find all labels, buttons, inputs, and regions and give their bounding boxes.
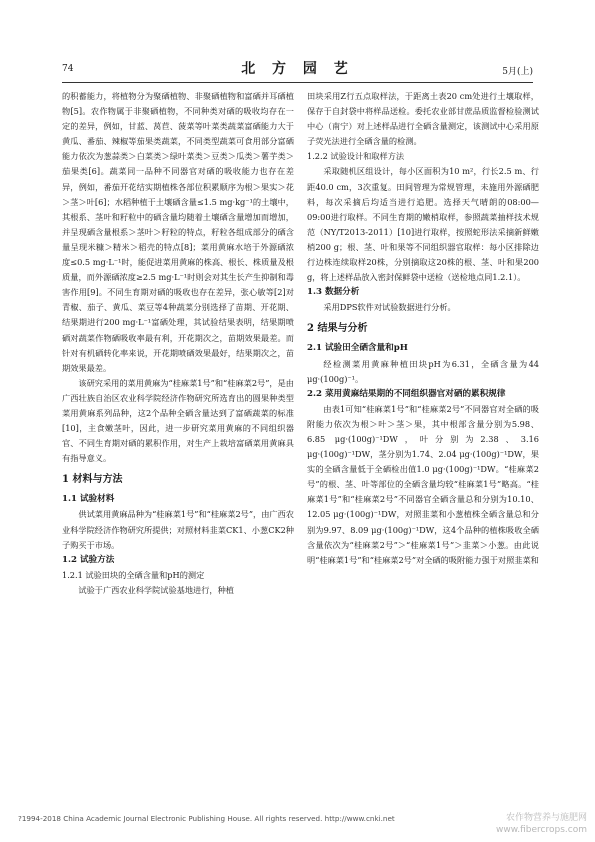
paragraph: 采用DPS软件对试验数据进行分析。 [323, 302, 456, 313]
right-column [307, 89, 539, 568]
watermark-site-name: 农作物营养与施肥网 [505, 813, 587, 823]
section-heading: 1 材料与方法 [62, 474, 123, 486]
page-number: 74 [62, 64, 74, 74]
copyright-footer: ?1994-2018 China Academic Journal Electronic Publishing House. All rights reserved. http://www.cnki.net [18, 814, 395, 823]
left-column [62, 89, 294, 598]
issue-label: 5月(上) [502, 67, 533, 77]
subsection-heading: 2.2 菜用黄麻结果期的不同组织器官对硒的累积规律 [307, 388, 506, 399]
site-watermark [496, 812, 587, 836]
section-heading: 2 结果与分析 [307, 323, 368, 335]
subsection-heading: 1.1 试验材料 [62, 494, 115, 505]
subsubsection-heading: 1.2.2 试验设计和取样方法 [307, 151, 405, 162]
subsection-heading: 2.1 试验田全硒含量和pH [307, 343, 408, 354]
paragraph: 该研究采用的菜用黄麻为“桂麻菜1号”和“桂麻菜2号”，是由广西壮族自治区农业科学院经济作物研究所选育出的圆果种类型菜用黄麻系列品种，这2个品种全硒含量达到了富硒蔬菜的标准[10]，主食嫩茎叶，因此，进一步研究菜用黄麻的不同组织器官、不同生育期对硒的累积作用，对生产上栽培富硒菜用黄麻具有指导意义。 [62, 377, 294, 464]
paragraph: 试验于广西农业科学院试验基地进行，种植 [78, 584, 234, 595]
subsubsection-heading: 1.2.1 试验田块的全硒含量和pH的测定 [62, 569, 205, 580]
watermark-url: www.fibercrops.com [496, 825, 587, 835]
journal-title: 北 方 园 艺 [241, 61, 354, 77]
paragraph: 的积蓄能力，将植物分为聚硒植物、非聚硒植物和富硒并耳硒植物[5]。农作物属于非聚硒植物，不同种类对硒的吸收均存在一定的差异，例如，甘蓝、莴苣、菠菜等叶菜类蔬菜富硒能力大于黄瓜、番茄、辣椒等茄果类蔬菜，不同类型蔬菜可食用部分富硒能力依次为葱蒜类＞白菜类＞绿叶菜类＞豆类＞瓜类＞薯芋类＞茄果类[6]。蔬菜同一品种不同器官对硒的吸收能力也存在差异，例如，番茄开花结实期植株各部位积累顺序为根＞果实＞花＞茎＞叶[6]；水稻种植于土壤硒含量≤1.5 mg·kg⁻¹的土壤中，其根系、茎叶和籽粒中的硒含量均随着土壤硒含量增加而增加，并呈现硒含量根系＞茎叶＞籽粒的特点，籽粒各组成部分的硒含量呈现米糠＞精米＞稻壳的特点[8]；菜用黄麻水培于外源硒浓度≤0.5 mg·L⁻¹时，能促进菜用黄麻的株高、根长、株质量及根质量，而外源硒浓度≥2.5 mg·L⁻¹时则会对其生长产生抑制和毒害作用[9]。不同生育期对硒的吸收也存在差异，张心敏等[2]对青椒、茄子、黄瓜、菜豆等4种蔬菜分别选择了苗期、开花期、结果期进行200 mg·L⁻¹富硒处理，其试验结果表明，结果期喷硒对蔬菜作物硒吸收率最有利，开花期次之，苗期效果最差。而针对有机硒转化率来说，开花期喷硒效果最好，结果期次之，苗期效果最差。 [62, 91, 294, 373]
subsection-heading: 1.3 数据分析 [307, 287, 360, 298]
header-rule [62, 82, 533, 83]
paragraph: 供试菜用黄麻品种为“桂麻菜1号”和“桂麻菜2号”，由广西农业科学院经济作物研究所提供；对照材料韭菜CK1、小葱CK2种子购买于市场。 [62, 509, 294, 550]
paragraph: 田块采用Z行五点取样法，于距离土表20 cm处进行土壤取样，保存于自封袋中将样品送检。委托农业部甘蔗品质监督检验测试中心（南宁）对上述样品进行全硒含量测定，该测试中心采用原子荧光法进行全硒含量的检测。 [307, 91, 539, 147]
paragraph: 经检测菜用黄麻种植田块pH为6.31，全硒含量为44 μg·(100g)⁻¹。 [307, 358, 539, 384]
running-header [62, 58, 533, 80]
subsection-heading: 1.2 试验方法 [62, 554, 115, 565]
paragraph: 由表1可知“桂麻菜1号”和“桂麻菜2号”不同器官对全硒的吸附能力依次为根＞叶＞茎＞果，其中根部含量分别为5.98、6.85 μg·(100g)⁻¹DW，叶分别为2.38、3.16 μg·(100g)⁻¹DW，茎分别为1.74、2.04 μg·(100g)⁻¹DW，果实的全硒含量低于全硒检出值1.0 μg·(100g)⁻¹DW。“桂麻菜2号”的根、茎、叶等部位的全硒含量均较“桂麻菜1号”略高。“桂麻菜1号”和“桂麻菜2号”不同器官全硒含量总和分别为10.10、12.05 μg·(100g)⁻¹DW，对照韭菜和小葱植株全硒含量总和分别为9.97、8.09 μg·(100g)⁻¹DW，这4个品种的植株吸收全硒含量依次为“桂麻菜2号”＞“桂麻菜1号”＞韭菜＞小葱。由此说明“桂麻菜1号”和“桂麻菜2号”对全硒的吸附能力强于对照韭菜和 [307, 403, 539, 565]
paragraph: 采取随机区组设计，每小区面积为10 m²，行长2.5 m、行距40.0 cm，3次重复。田间管理为常规管理，未施用外源硒肥料，每次采摘后均适当进行追肥。选择天气晴朗的08:00—09:00进行取样。不同生育期的嫩梢取样，参照蔬菜抽样技术规范（NY/T2013-2011）[10]进行取样，按照蛇形法采摘新鲜嫩梢200 g；根、茎、叶和果等不同组织器官取样：每小区排除边行边株连续取样20株，分别摘取这20株的根、茎、叶和果200 g，将上述样品放入密封保鲜袋中送检（送检地点同1.2.1）。 [307, 166, 539, 283]
